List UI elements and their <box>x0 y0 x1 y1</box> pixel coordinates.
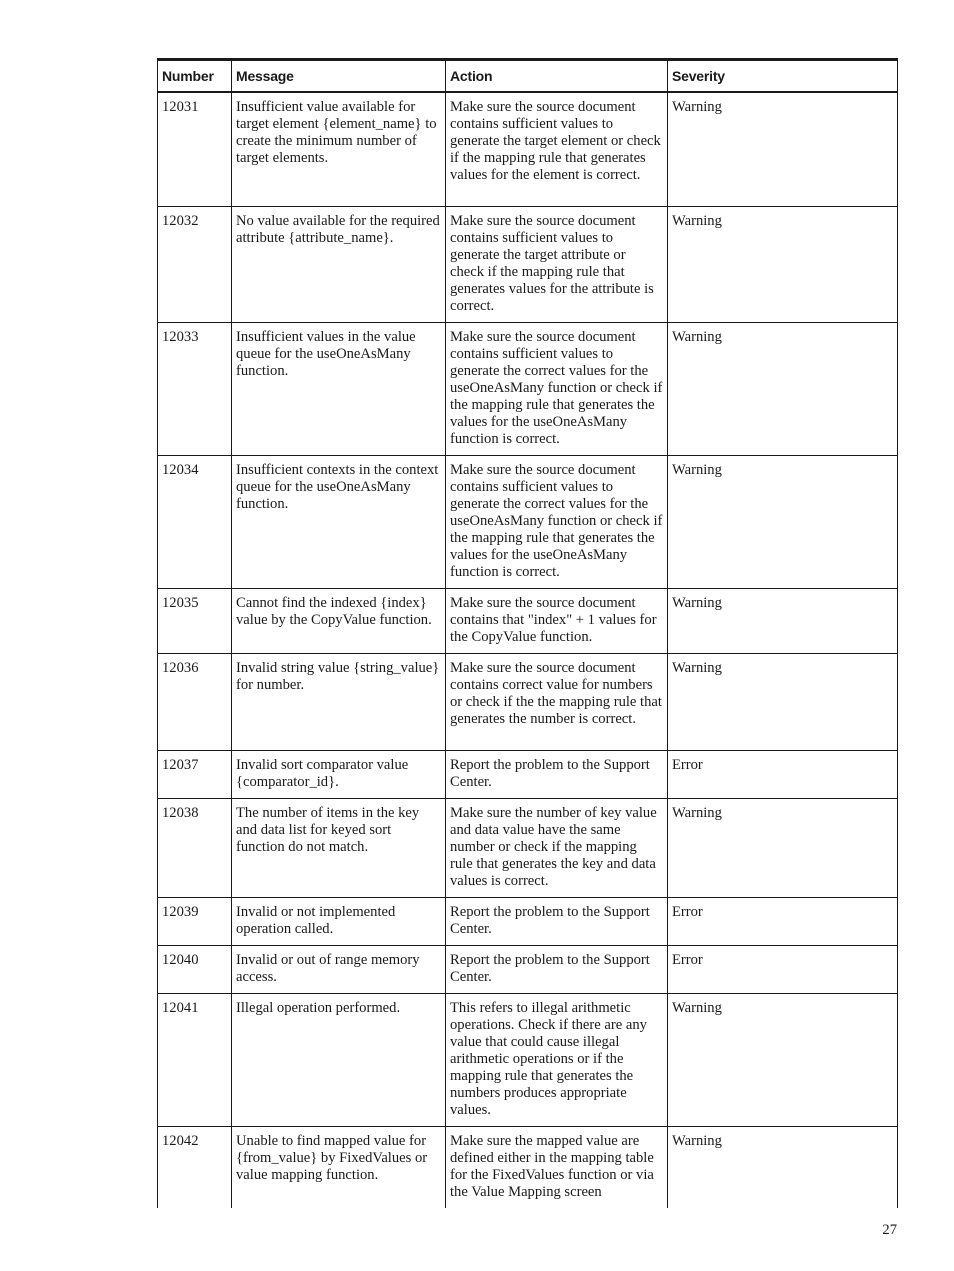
cell-message: Unable to find mapped value for {from_value} by FixedValues or value mapping function. <box>232 1126 446 1208</box>
cell-action: Make sure the number of key value and data value have the same number or check if the mapping rule that generates the key and data values is correct. <box>446 798 668 897</box>
table-row <box>158 588 898 653</box>
cell-message: Cannot find the indexed {index} value by the CopyValue function. <box>232 588 446 653</box>
header-message: Message <box>232 60 446 93</box>
cell-message: Invalid sort comparator value {comparator_id}. <box>232 750 446 798</box>
table-row <box>158 897 898 945</box>
cell-number: 12031 <box>158 92 232 206</box>
cell-severity: Warning <box>668 993 898 1126</box>
page-number: 27 <box>882 1222 897 1238</box>
cell-severity: Error <box>668 897 898 945</box>
table-row <box>158 455 898 588</box>
cell-severity: Warning <box>668 92 898 206</box>
cell-severity: Warning <box>668 653 898 750</box>
cell-number: 12038 <box>158 798 232 897</box>
cell-action: Make sure the source document contains correct value for numbers or check if the the mapping rule that generates the number is correct. <box>446 653 668 750</box>
cell-action: Report the problem to the Support Center. <box>446 750 668 798</box>
cell-number: 12042 <box>158 1126 232 1208</box>
cell-severity: Warning <box>668 455 898 588</box>
header-action: Action <box>446 60 668 93</box>
table-header <box>158 60 898 93</box>
cell-number: 12036 <box>158 653 232 750</box>
cell-action: Report the problem to the Support Center. <box>446 897 668 945</box>
cell-severity: Warning <box>668 206 898 322</box>
cell-action: Make sure the source document contains sufficient values to generate the target element or check if the mapping rule that generates values for the element is correct. <box>446 92 668 206</box>
cell-number: 12035 <box>158 588 232 653</box>
cell-message: Invalid string value {string_value} for number. <box>232 653 446 750</box>
cell-action: Make sure the source document contains sufficient values to generate the target attribute or check if the mapping rule that generates values for the attribute is correct. <box>446 206 668 322</box>
cell-message: Invalid or out of range memory access. <box>232 945 446 993</box>
cell-action: This refers to illegal arithmetic operations. Check if there are any value that could cause illegal arithmetic operations or if the mapping rule that generates the numbers produces appropriate values. <box>446 993 668 1126</box>
cell-severity: Error <box>668 750 898 798</box>
cell-number: 12041 <box>158 993 232 1126</box>
cell-message: The number of items in the key and data list for keyed sort function do not match. <box>232 798 446 897</box>
cell-action: Report the problem to the Support Center. <box>446 945 668 993</box>
table-row <box>158 798 898 897</box>
table-row <box>158 750 898 798</box>
cell-message: Insufficient values in the value queue for the useOneAsMany function. <box>232 322 446 455</box>
cell-number: 12039 <box>158 897 232 945</box>
cell-action: Make sure the mapped value are defined either in the mapping table for the FixedValues function or via the Value Mapping screen <box>446 1126 668 1208</box>
table-row <box>158 653 898 750</box>
cell-number: 12033 <box>158 322 232 455</box>
cell-message: Insufficient value available for target element {element_name} to create the minimum number of target elements. <box>232 92 446 206</box>
table-row <box>158 92 898 206</box>
cell-severity: Warning <box>668 322 898 455</box>
table-row <box>158 945 898 993</box>
table-row <box>158 993 898 1126</box>
cell-number: 12037 <box>158 750 232 798</box>
cell-action: Make sure the source document contains that "index" + 1 values for the CopyValue function. <box>446 588 668 653</box>
table-body <box>158 92 898 1208</box>
cell-severity: Error <box>668 945 898 993</box>
cell-message: Invalid or not implemented operation called. <box>232 897 446 945</box>
table-row <box>158 322 898 455</box>
table-row <box>158 206 898 322</box>
cell-action: Make sure the source document contains sufficient values to generate the correct values for the useOneAsMany function or check if the mapping rule that generates the values for the useOneAsMany function is correct. <box>446 322 668 455</box>
cell-message: Insufficient contexts in the context queue for the useOneAsMany function. <box>232 455 446 588</box>
cell-number: 12032 <box>158 206 232 322</box>
cell-severity: Warning <box>668 1126 898 1208</box>
document-page <box>157 58 897 1208</box>
cell-message: No value available for the required attribute {attribute_name}. <box>232 206 446 322</box>
cell-action: Make sure the source document contains sufficient values to generate the correct values for the useOneAsMany function or check if the mapping rule that generates the values for the useOneAsMany function is correct. <box>446 455 668 588</box>
cell-message: Illegal operation performed. <box>232 993 446 1126</box>
header-number: Number <box>158 60 232 93</box>
cell-number: 12040 <box>158 945 232 993</box>
table-row <box>158 1126 898 1208</box>
header-row <box>158 60 898 93</box>
cell-severity: Warning <box>668 588 898 653</box>
header-severity: Severity <box>668 60 898 93</box>
cell-severity: Warning <box>668 798 898 897</box>
cell-number: 12034 <box>158 455 232 588</box>
error-message-table <box>157 58 898 1208</box>
